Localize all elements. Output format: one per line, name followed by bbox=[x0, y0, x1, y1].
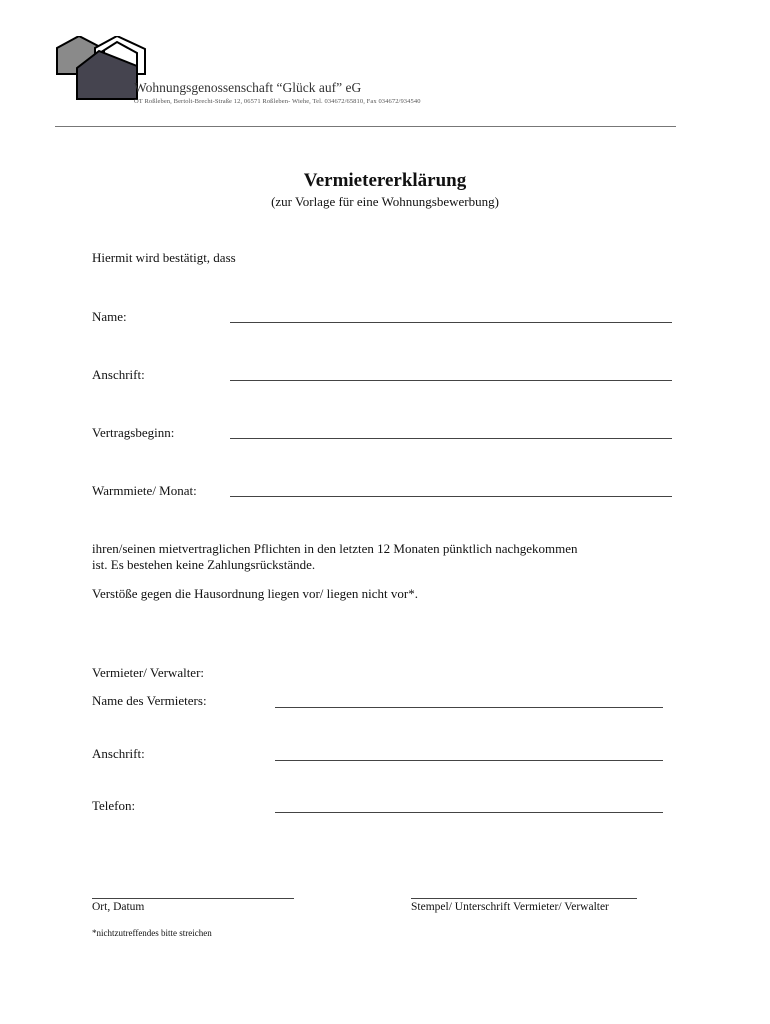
warm-rent-label: Warmmiete/ Monat: bbox=[92, 483, 197, 498]
stamp-label: Stempel/ Unterschrift Vermieter/ Verwalter bbox=[411, 901, 609, 913]
contract-start-label: Vertragsbeginn: bbox=[92, 425, 175, 440]
stamp-line bbox=[411, 898, 637, 899]
landlord-phone-label: Telefon: bbox=[92, 798, 136, 813]
company-name: Wohnungsgenossenschaft “Glück auf” eG bbox=[134, 80, 362, 95]
place-date-line bbox=[92, 898, 294, 899]
warm-rent-line bbox=[230, 496, 672, 497]
landlord-address-label: Anschrift: bbox=[92, 746, 145, 761]
header-divider bbox=[55, 126, 676, 127]
landlord-name-line bbox=[275, 707, 663, 708]
landlord-phone-line bbox=[275, 812, 663, 813]
landlord-name-label: Name des Vermieters: bbox=[92, 693, 207, 708]
contract-start-line bbox=[230, 438, 672, 439]
landlord-address-line bbox=[275, 760, 663, 761]
intro-text: Hiermit wird bestätigt, dass bbox=[92, 250, 236, 265]
name-label: Name: bbox=[92, 309, 127, 324]
address-label: Anschrift: bbox=[92, 367, 145, 382]
company-address: OT Roßleben, Bertolt-Brecht-Straße 12, 06571 Roßleben- Wiehe, Tel. 034672/65810, Fax 034672/934540 bbox=[134, 98, 421, 105]
address-line bbox=[230, 380, 672, 381]
landlord-heading: Vermieter/ Verwalter: bbox=[92, 665, 205, 680]
statement-line-1: ihren/seinen mietvertraglichen Pflichten in den letzten 12 Monaten pünktlich nachgekommen bbox=[92, 541, 578, 556]
document-title: Vermietererklärung bbox=[303, 170, 467, 191]
violations-text: Verstöße gegen die Hausordnung liegen vor/ liegen nicht vor*. bbox=[92, 586, 418, 601]
document-subtitle: (zur Vorlage für eine Wohnungsbewerbung) bbox=[271, 194, 499, 209]
name-line bbox=[230, 322, 672, 323]
place-date-label: Ort, Datum bbox=[92, 901, 145, 913]
statement-line-2: ist. Es bestehen keine Zahlungsrückstände. bbox=[92, 557, 316, 572]
footnote: *nichtzutreffendes bitte streichen bbox=[92, 928, 212, 938]
